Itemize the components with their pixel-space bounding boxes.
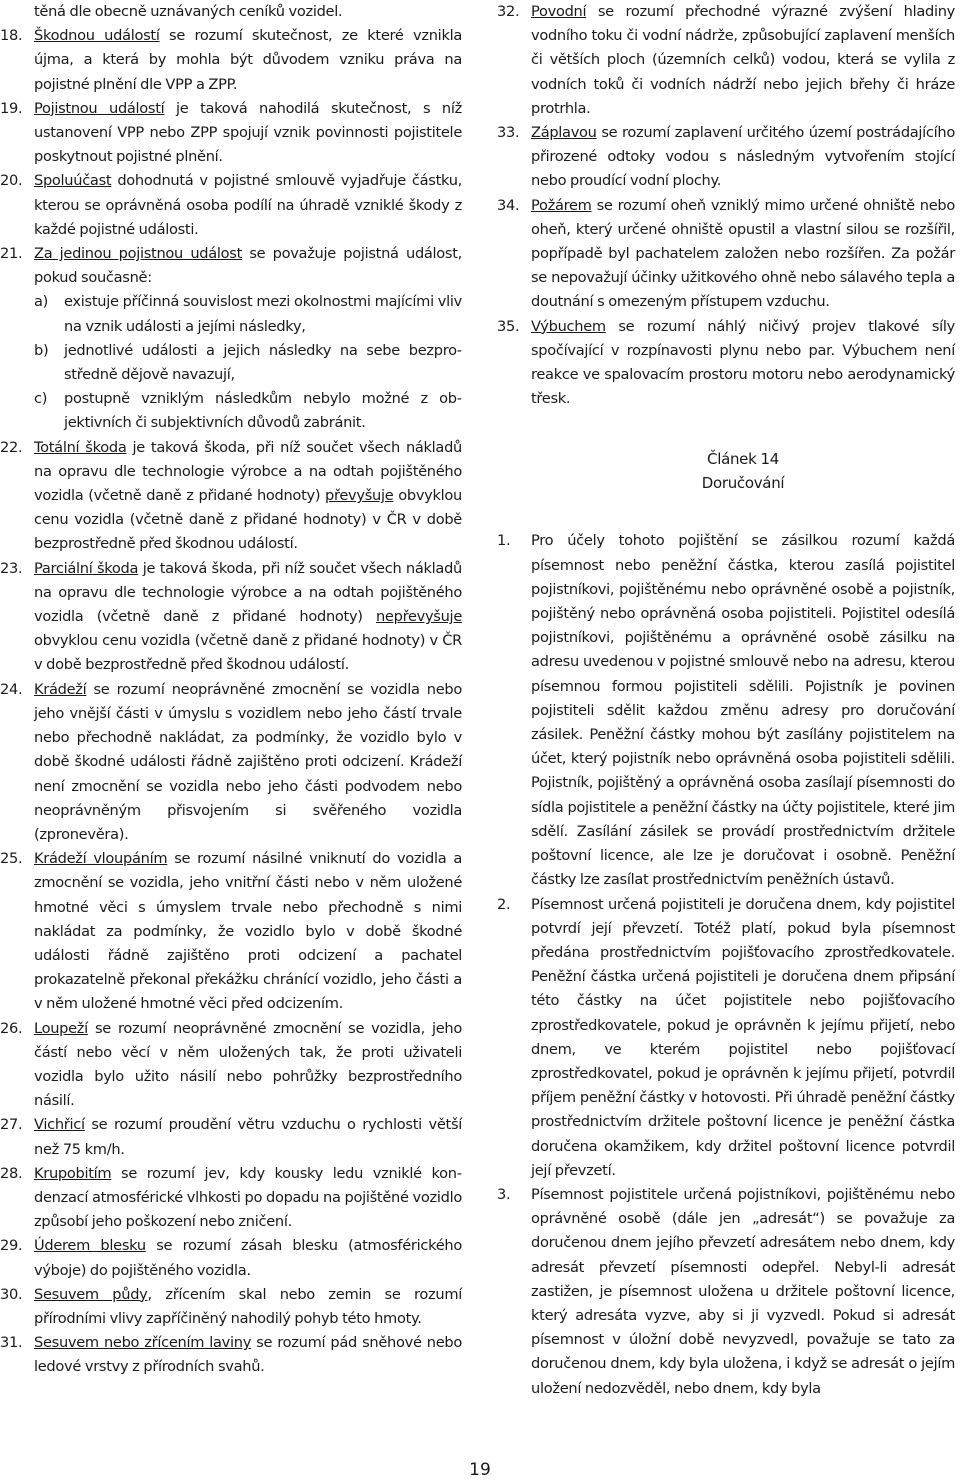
defined-term: Parciální škoda bbox=[34, 559, 139, 577]
delivery-clause-1 bbox=[497, 529, 955, 892]
definition-34 bbox=[497, 194, 955, 315]
item-body bbox=[34, 557, 462, 678]
article-heading bbox=[497, 447, 955, 495]
sub-letter: b) bbox=[34, 341, 49, 359]
defined-term: Krupobitím bbox=[34, 1164, 112, 1182]
clause-text: Pro účely tohoto pojištění se zásilkou rozumí každá písemnost nebo peněžní částka, kterou zasílá pojistitel pojistníkovi, pojištěnému nebo oprávněné osobě a pojistník, pojištěný nebo oprávněná osoba pojistiteli. Pojistitel odesílá pojistníkovi, pojištěnému a oprávněné osobě zásilku na adresu uvedenou v pojistné smlouvě nebo na adresu, kterou písemnou formou pojistiteli sdělili. Pojistník je povinen pojistiteli sdělit každou změnu adresy pro doručování zásilek. Peněžní částky mohou být zasílány pojistitelem na účet, který pojistník nebo oprávněná osoba pojistiteli sdělili. Pojistník, pojištěný a oprávněná osoba zasílají písemnosti do sídla pojistitele a peněžní částky na účty pojistitele, které jim sdělí. Zasílání zásilek se provádí prostřednictvím držitele poštovní licence, ale lze je doručovat i osobně. Peněžní částky lze zasílat prostřednictvím peněžních ústavů. bbox=[531, 532, 955, 889]
item-number: 34. bbox=[497, 196, 520, 214]
item-number: 26. bbox=[0, 1019, 23, 1037]
item-body bbox=[34, 436, 462, 557]
defined-term: Záplavou bbox=[531, 124, 597, 142]
item-text: se rozumí přechodné výrazné zvýšení hladiny vodního toku či vodní nádrže, způsobující zaplavení menších či větších ploch (územních celků) vodou, která se vylila z vodních toků či vodních nádrží nebo jejich břehy či hráze protrhla. bbox=[531, 3, 955, 117]
item-text: dohodnutá v pojistné smlouvě vyjadřuje částku, kterou se oprávněná osoba podílí na úhradě vzniklé škody z každé pojistné události. bbox=[34, 172, 462, 238]
defined-term: Požárem bbox=[531, 196, 592, 214]
item-body bbox=[34, 242, 462, 436]
sub-item-a bbox=[34, 290, 462, 338]
left-column bbox=[0, 0, 462, 1380]
clause-number: 2. bbox=[497, 895, 511, 913]
defined-term: Škodnou událostí bbox=[34, 27, 160, 45]
item-text-cont: obvyklou cenu vozidla (včetně daně z přidané hodnoty) v ČR v době bezprostředně před škodnou událostí. bbox=[34, 487, 462, 553]
sub-letter: c) bbox=[34, 390, 48, 408]
item-number: 30. bbox=[0, 1285, 23, 1303]
item-number: 25. bbox=[0, 850, 23, 868]
defined-term: Za jedinou pojistnou událost bbox=[34, 245, 242, 263]
clause-text: Písemnost určená pojistiteli je doručena dnem, kdy pojistitel potvrdí její převzetí. Totéž platí, pokud byla písemnost předána prostřednictvím pojišťovacího zprostředkovatele. Peněžní částka určená pojistiteli je doručena dnem připsání této částky na účet pojistitele nebo pojišťovacího zprostředkovatele, pokud je oprávněn k jejímu přijetí, nebo dnem, ve kterém pojistitel nebo pojišťovací zprostředkovatel, pokud je oprávněn k jejímu přijetí, potvrdil příjem peněžní částky v hotovosti. Při úhradě peněžní částky prostřednictvím držitele poštovní licence je peněžní částka doručena okamžikem, kdy držitel poštovní licence potvrdil její převzetí. bbox=[531, 895, 955, 1179]
item-text-cont: obvyklou cenu vozidla (včetně daně z přidané hodnoty) v ČR v době bezprostředně před škodnou událostí. bbox=[34, 632, 462, 674]
item-number: 24. bbox=[0, 680, 23, 698]
item-text: se rozumí násilné vniknutí do vozidla a zmocnění se vozidla, jeho vnitřní části nebo v něm uložené hmotné věci s úmyslem trvale nebo přechodně s nimi nakládat za podmínky, že vozidlo bylo v době škodné události řádně zajištěno proti odcizení a pachatel prokazatelně překonal překážku chránící vozidlo, jeho části a v něm uložené hmotné věci před odcizením. bbox=[34, 850, 462, 1013]
definition-25 bbox=[0, 847, 462, 1016]
sub-text: existuje příčinná souvislost mezi okolnostmi majícími vliv na vznik události a jejími následky, bbox=[64, 293, 462, 335]
item-number: 35. bbox=[497, 317, 520, 335]
article-subtitle: Doručování bbox=[701, 474, 785, 493]
definition-20 bbox=[0, 169, 462, 242]
defined-term: Sesuvem nebo zřícením laviny bbox=[34, 1334, 252, 1352]
definition-26 bbox=[0, 1017, 462, 1114]
sub-item-c bbox=[34, 387, 462, 435]
defined-term: Pojistnou událostí bbox=[34, 99, 165, 117]
item-body bbox=[34, 169, 462, 242]
item-body bbox=[531, 315, 955, 412]
clause-number: 1. bbox=[497, 532, 511, 550]
item-number: 31. bbox=[0, 1334, 23, 1352]
defined-term: Krádeží bbox=[34, 680, 87, 698]
delivery-clause-3 bbox=[497, 1183, 955, 1401]
item-number: 22. bbox=[0, 438, 23, 456]
item-number: 23. bbox=[0, 559, 23, 577]
clause-text: Písemnost pojistitele určená pojistníkovi, pojištěnému nebo oprávněné osobě (dále jen „adresát“) se považuje za doručenou dnem jejího převzetí adresátem nebo dnem, kdy adresát převzetí písemnosti odepřel. Nebyl-li adresát zastižen, je písemnost uložena u držitele poštovní licence, který adresáta vyzve, aby si ji vyzvedl. Pokud si adresát písemnost v úložní době nevyzvedl, považuje se tato za doručenou dnem, kdy byla uložena, i když se adresát o jejím uložení nedozvěděl, nebo dnem, kdy byla bbox=[531, 1185, 955, 1397]
sub-text: postupně vzniklým následkům nebylo možné z objektivních či subjektivních důvodů zabránit. bbox=[64, 390, 462, 432]
item-number: 21. bbox=[0, 245, 23, 263]
item-body bbox=[531, 121, 955, 194]
article-title: Článek 14 bbox=[707, 450, 779, 469]
item-text: , zřícením skal nebo zemin se rozumí přírodními vlivy zapříčiněný nahodilý pohyb této hmoty. bbox=[34, 1285, 462, 1327]
item-number: 32. bbox=[497, 3, 520, 20]
defined-term: Sesuvem půdy bbox=[34, 1285, 148, 1303]
definition-22 bbox=[0, 436, 462, 557]
definition-21 bbox=[0, 242, 462, 436]
item-text: se rozumí zaplavení určitého území postrádаjícího přirozené odtoky vodou s následným vytvořením stojící nebo proudící vodní plochy. bbox=[531, 124, 955, 190]
item-text: se rozumí proudění větru vzduchu o rychlosti větší než 75 km/h. bbox=[34, 1116, 462, 1158]
item-body bbox=[34, 1234, 462, 1282]
item-body bbox=[34, 847, 462, 1016]
item-text: je taková škoda, při níž součet všech nákladů na opravu dle technologie výrobce a na odtah pojištěného vozidla (včetně daně z přidané hodnoty) bbox=[34, 559, 462, 626]
item-body bbox=[531, 0, 955, 121]
definition-23 bbox=[0, 557, 462, 678]
item-text: se rozumí pád sněhové nebo ledové vrstvy z přírodních svahů. bbox=[34, 1334, 462, 1376]
item-body bbox=[34, 678, 462, 847]
item-text: se rozumí náhlý ničivý projev tlakové síly spočívající v rozpínavosti plynu nebo par. Výbuchem není reakce ve spalovacím prostoru motoru nebo aerodynamický třesk. bbox=[531, 317, 955, 408]
item-text: se rozumí oheň vzniklý mimo určené ohniště nebo oheň, který určené ohniště opustil a vlastní silou se rozšířil, popřípadě byl pachatelem založen nebo rozšířen. Za požár se nepovažují účinky užitkového ohně nebo sálavého tepla a doutnání s omezeným přístupem vzduchu. bbox=[531, 196, 955, 311]
defined-term: Totální škoda bbox=[34, 438, 127, 456]
defined-term: Krádeží vloupáním bbox=[34, 850, 168, 868]
item-number: 28. bbox=[0, 1164, 23, 1182]
item-body bbox=[531, 194, 955, 315]
item-text: se rozumí neoprávněné zmocnění se vozidla nebo jeho vnější části v úmyslu s vozidlem nebo jeho částí trvale nebo přechodně nakládat, za podmínky, že vozidlo bylo v době škodné události řádně zajištěno proti odcizení. Krádeží není zmocnění se vozidla nebo jeho části podvodem nebo neoprávněným přisvojením si svěřeného vozidla (zpronevěra). bbox=[34, 680, 462, 843]
item-number: 33. bbox=[497, 124, 520, 142]
defined-term: Spoluúčast bbox=[34, 172, 112, 190]
definition-29 bbox=[0, 1234, 462, 1282]
clause-number: 3. bbox=[497, 1185, 511, 1203]
item-number: 27. bbox=[0, 1116, 23, 1134]
item-body bbox=[34, 1017, 462, 1114]
item-text: se považuje pojistná událost, pokud současně: bbox=[34, 245, 462, 287]
definition-32 bbox=[497, 0, 955, 121]
defined-term: Úderem blesku bbox=[34, 1237, 146, 1255]
emphasized-term: převyšuje bbox=[325, 487, 394, 505]
item-body bbox=[34, 24, 462, 97]
definition-28 bbox=[0, 1162, 462, 1235]
item-text: se rozumí skutečnost, ze které vznikla újma, a která by mohla být důvodem vzniku práva na pojistné plnění dle VPP a ZPP. bbox=[34, 27, 462, 93]
item-text: je taková nahodilá skutečnost, s níž ustanovení VPP nebo ZPP spojují vznik povinnosti pojistitele poskytnout pojistné plnění. bbox=[34, 99, 462, 166]
item-number: 19. bbox=[0, 99, 23, 117]
definition-35 bbox=[497, 315, 955, 412]
right-column bbox=[497, 0, 955, 1401]
item-body bbox=[34, 1162, 462, 1235]
item-body bbox=[34, 1331, 462, 1379]
emphasized-term: nepřevyšuje bbox=[375, 608, 462, 626]
sub-text: jednotlivé události a jejich následky na sebe bezprostředně dějově navazují, bbox=[64, 341, 462, 384]
item-number: 29. bbox=[0, 1237, 23, 1255]
item-number: 18. bbox=[0, 27, 23, 45]
definition-19 bbox=[0, 97, 462, 170]
definition-31 bbox=[0, 1331, 462, 1379]
item-text: se rozumí zásah blesku (atmosférického výboje) do pojištěného vozidla. bbox=[34, 1237, 462, 1279]
page-number: 19 bbox=[469, 1460, 491, 1480]
defined-term: Povodní bbox=[531, 3, 587, 20]
definition-30 bbox=[0, 1283, 462, 1331]
item-body bbox=[34, 97, 462, 170]
item-body bbox=[34, 1113, 462, 1161]
item-text: se rozumí jev, kdy kousky ledu vzniklé kondenzací atmosférické vlhkosti po dopadu na pojištěné vozidlo způsobí jeho poškození nebo zničení. bbox=[34, 1164, 462, 1231]
item-text: je taková škoda, při níž součet všech nákladů na opravu dle technologie výrobce a na odtah pojištěného vozidla (včetně daně z přidané hodnoty) bbox=[34, 438, 462, 505]
item-text: se rozumí neoprávněné zmocnění se vozidla, jeho částí nebo věcí v něm uložených tak, že proti uživateli vozidla bylo užito násilí nebo pohrůžky bezprostředního násilí. bbox=[34, 1019, 462, 1110]
defined-term: Výbuchem bbox=[531, 317, 606, 335]
delivery-clause-2 bbox=[497, 893, 955, 1183]
defined-term: Loupeží bbox=[34, 1019, 88, 1037]
defined-term: Vichřicí bbox=[34, 1116, 85, 1134]
definition-33 bbox=[497, 121, 955, 194]
item-number: 20. bbox=[0, 172, 23, 190]
definition-18 bbox=[0, 24, 462, 97]
definition-27 bbox=[0, 1113, 462, 1161]
definition-24 bbox=[0, 678, 462, 847]
sub-item-b bbox=[34, 339, 462, 387]
item-body bbox=[34, 1283, 462, 1331]
continued-text: těná dle obecně uznávaných ceníků vozidel. bbox=[34, 3, 343, 20]
sub-letter: a) bbox=[34, 293, 49, 311]
